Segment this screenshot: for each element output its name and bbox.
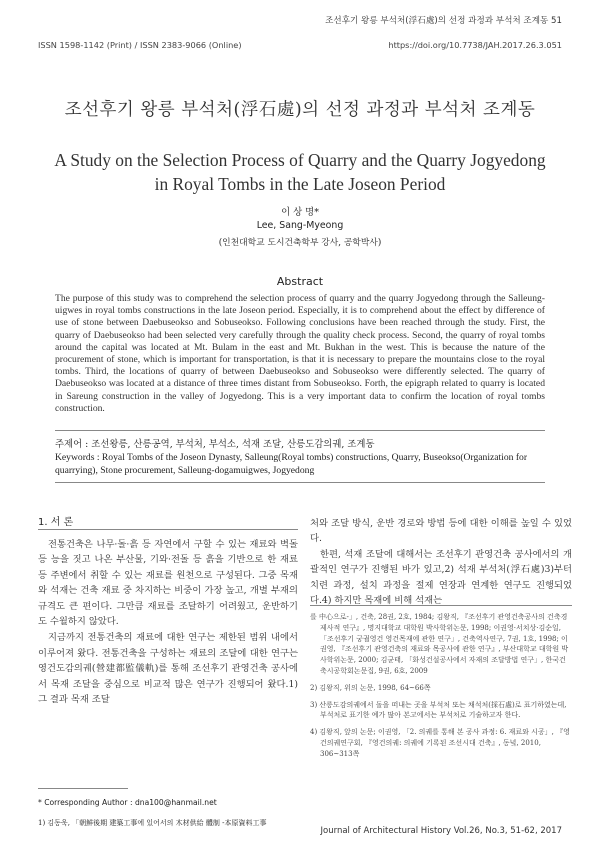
- keywords-english: Keywords : Royal Tombs of the Joseon Dynasty, Salleung(Royal tombs) constructions, Quarry, Buseokso(Organization for quarrying), Stone procurement, Salleung-dogamuigwes, Jogyedong: [55, 452, 528, 476]
- abstract-body: The purpose of this study was to comprehend the selection process of quarry and the quarry Jogyedong through the Salleung-uigwes in royal tombs constructions in the late Joseon period. Especially, it is to comprehend about the effect by difference of use of stone between Daebuseokso and Sobuseokso. Following conclusions have been reached through the study. First, the quarry of Daebuseokso had been selected very carefully through the quality check process. Second, the quarry of royal tombs around the capital was located at Mt. Bulam in the east and Mt. Bukhan in the west. This is because the nature of the procurement of stone, which is important for transportation, is that it is necessary to prepare the mountains close to the royal tombs. Third, the locations of quarry of between Daebuseokso and Sobuseokso were differently selected. The quarry of Daebuseokso was located at a distance of three times distant from Sobuseokso. Forth, the epigraph related to quarry is located in Sareung construction in the valley of Jogyedong. This is a very important data to confirm the location of royal tombs construction.: [55, 293, 545, 414]
- running-head: 조선후기 왕릉 부석처(浮石處)의 선정 과정과 부석처 조계동 51: [325, 16, 562, 26]
- author-affiliation: (인천대학교 도시건축학부 강사, 공학박사): [218, 238, 382, 248]
- journal-footer: Journal of Architectural History Vol.26, No.3, 51-62, 2017: [320, 826, 562, 836]
- corresponding-author-footnote: * Corresponding Author : dna100@hanmail.net: [38, 798, 217, 807]
- doi-link[interactable]: https://doi.org/10.7738/JAH.2017.26.3.051: [388, 40, 562, 50]
- footnote-3: 3) 산릉도감의궤에서 돌을 떠내는 곳을 부석처 또는 채석처(採石處)로 표기하였는데, 부석처로 표기한 예가 많아 본고에서는 부석처로 기술하고자 한다.: [310, 700, 567, 720]
- author-name-english: Lee, Sang-Myeong: [256, 220, 344, 231]
- right-column-body: [310, 516, 572, 608]
- paper-title-english: A Study on the Selection Process of Quarry and the Quarry Jogyedong in Royal Tombs in the Late Joseon Period: [54, 150, 546, 194]
- issn-line: ISSN 1598-1142 (Print) / ISSN 2383-9066 (Online): [38, 40, 242, 50]
- footnote-rule: [38, 788, 128, 789]
- keywords-korean: 주제어 : 조선왕릉, 산릉공역, 부석처, 부석소, 석재 조달, 산릉도감의궤, 조계동: [55, 439, 375, 450]
- abstract-heading: Abstract: [276, 275, 324, 288]
- footnote-2: 2) 김왕직, 위의 논문, 1998, 64~66쪽: [310, 683, 431, 692]
- section-title-rule: [38, 529, 298, 530]
- footnote-4: 4) 김왕직, 앞의 논문; 이권영, 「2. 의궤를 통해 본 공사 과정: 6. 재료와 시공」, 『영건의궤연구회, 『영건의궤: 의궤에 기록된 조선시대 건축』, 동녘, 2010, 306~313쪽: [310, 728, 570, 758]
- right-footnotes: [310, 612, 572, 766]
- left-column-body: [38, 537, 298, 707]
- right-paragraph: 한편, 석재 조달에 대해서는 조선후기 관영건축 공사에서의 개괄적인 연구가 진행된 바가 있고,2) 석재 부석처(浮石處)3)부터 치련 과정, 설치 과정을 절제 연장과 연계한 연구도 진행되었다.4) 하지만 목재에 비해 석재는: [310, 548, 572, 607]
- author-name-korean: 이 상 명*: [281, 207, 319, 218]
- footnote-1: 1) 김동욱, 「朝鮮後期 建築工事에 있어서의 木材供給 體制 -本原資料工事: [38, 819, 267, 827]
- section-title: 1. 서 론: [38, 517, 74, 528]
- keywords-top-rule: [55, 430, 545, 431]
- left-paragraph: 지금까지 전통건축의 재료에 대한 연구는 제한된 범위 내에서 이루어져 왔다. 전통건축을 구성하는 재료의 조달에 대한 연구는 영건도감의궤(營建都監儀軌)를 통해 조선후기 관영건축 공사에서 목재 조달을 중심으로 비교적 많은 연구가 진행되어 왔다.1) 그 결과 목재 조달: [38, 632, 298, 706]
- paper-title-korean: 조선후기 왕릉 부석처(浮石處)의 선정 과정과 부석처 조계동: [64, 100, 536, 120]
- right-footnote-rule: [310, 605, 572, 606]
- keywords-bottom-rule: [55, 482, 545, 483]
- left-paragraph: 전통건축은 나무·돌·흙 등 자연에서 구할 수 있는 재료와 벽돌 등 능을 짓고 나온 부산물, 기와·전돌 등 흙을 기반으로 한 재료 등 주변에서 취할 수 있는 재료를 원천으로 구성된다. 그중 목재와 석재는 건축 재료 중 차지하는 비중이 가장 높고, 개별 부재의 규격도 큰 편이다. 그만큼 재료를 조달하기 어려웠고, 운반하기도 수월하지 않았다.: [38, 539, 298, 628]
- footnote-continued: 를 中心으로-」, 건축, 28권, 2호, 1984; 김왕직, 『조선후기 관영건축공사의 건축경제사적 연구』, 명지대학교 대학원 박사학위논문, 1998; 이권영·서치상·김순일, 「조선후기 궁궐영건 영건목재에 관한 연구」, 건축역사연구, 7권, 1호, 1998; 이권영, 『조선후기 관영건축의 재료와 목공사에 관한 연구』, 부산대학교 대학원 박사학위논문, 2000; 김균태, 「화성건설공사에서 자재의 조달방법 연구」, 한국건축시공학회논문집, 9권, 6호, 2009: [310, 613, 569, 675]
- right-paragraph: 처와 조달 방식, 운반 경로와 방법 등에 대한 이해를 높일 수 있었다.: [310, 518, 572, 545]
